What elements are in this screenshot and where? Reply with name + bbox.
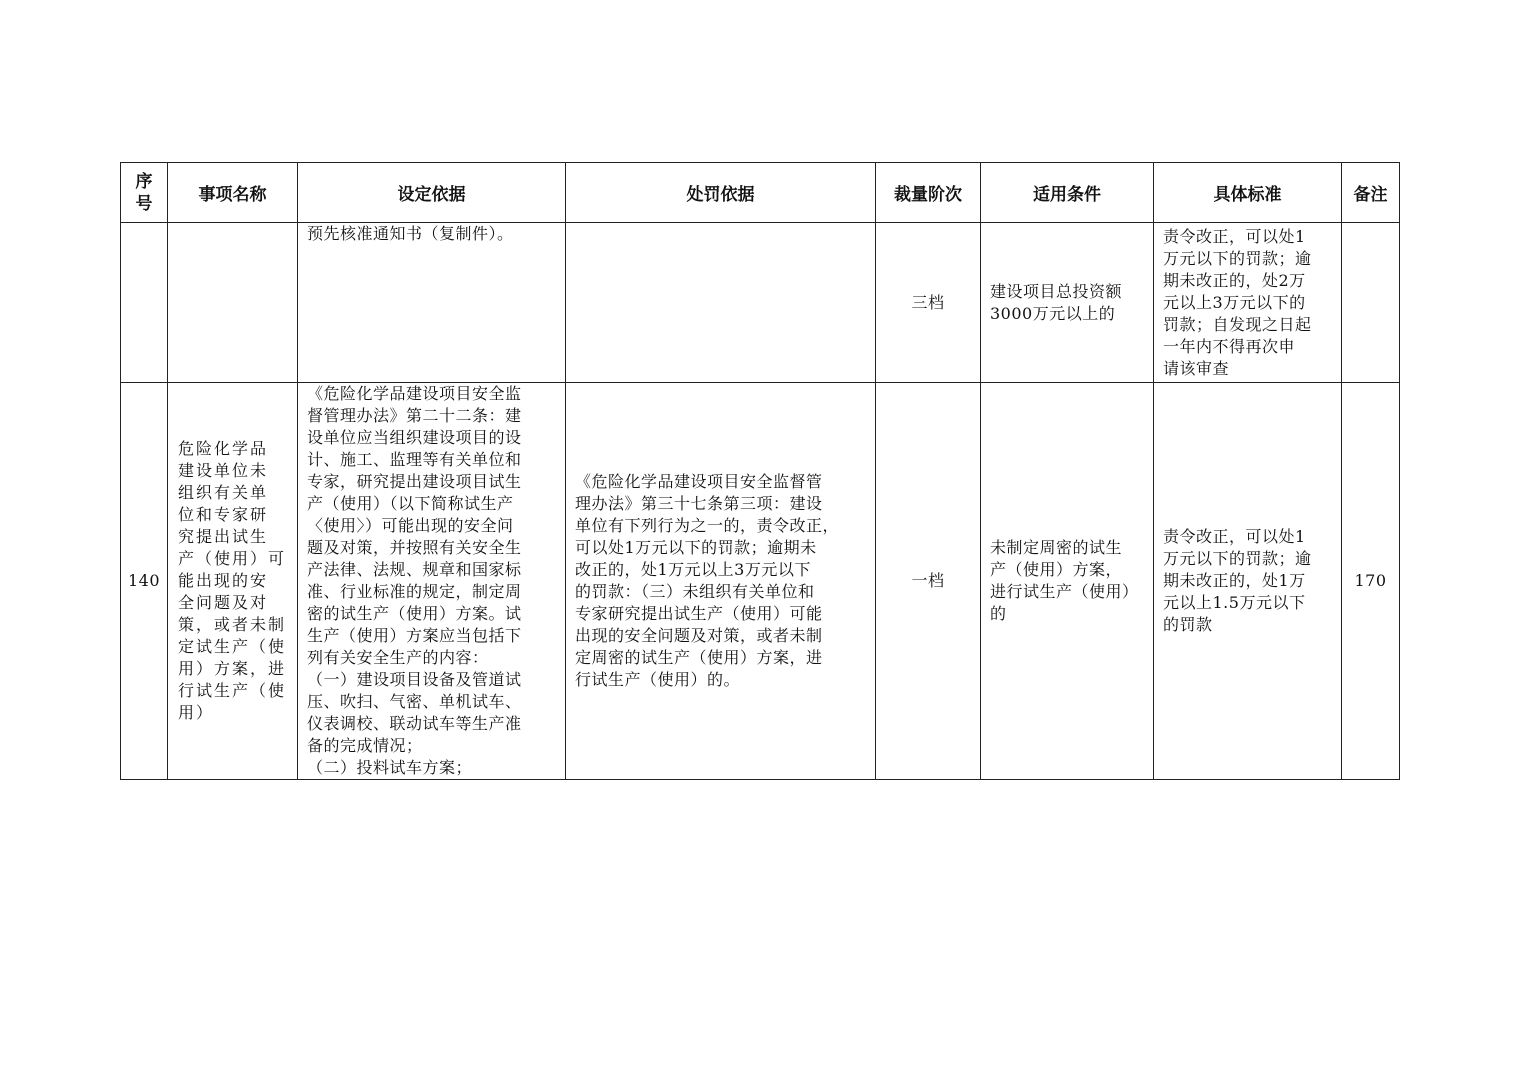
header-level: 裁量阶次 xyxy=(876,163,981,223)
cell-level: 三档 xyxy=(876,223,981,383)
cell-level: 一档 xyxy=(876,383,981,780)
header-standard: 具体标准 xyxy=(1154,163,1342,223)
header-remark: 备注 xyxy=(1342,163,1400,223)
cell-basis-setting: 预先核准通知书（复制件）。 xyxy=(298,223,566,383)
cell-name xyxy=(168,223,298,383)
cell-condition: 建设项目总投资额 3000万元以上的 xyxy=(981,223,1154,383)
cell-basis-setting: 《危险化学品建设项目安全监 督管理办法》第二十二条：建 设单位应当组织建设项目的设 计、施工、监理等有关单位和 专家，研究提出建设项目试生 产（使用）（以下简称试生产 〈使用〉）可能出现的安全问 题及对策，并按照有关安全生 产法律、法规、规章和国家标 准、行业标准的规定，制定周 密的试生产（使用）方案。试 生产（使用）方案应当包括下 列有关安全生产的内容： （一）建设项目设备及管道试 压、吹扫、气密、单机试车、 仪表调校、联动试车等生产准 备的完成情况； （二）投料试车方案； xyxy=(298,383,566,780)
table-row xyxy=(121,223,1400,383)
header-basis-penalty: 处罚依据 xyxy=(566,163,876,223)
cell-basis-penalty: 《危险化学品建设项目安全监督管 理办法》第三十七条第三项：建设 单位有下列行为之一的，责令改正， 可以处1万元以下的罚款；逾期未 改正的，处1万元以上3万元以下 的罚款：（三）未组织有关单位和 专家研究提出试生产（使用）可能 出现的安全问题及对策，或者未制 定周密的试生产（使用）方案，进 行试生产（使用）的。 xyxy=(566,383,876,780)
cell-name: 危险化学品 建设单位未 组织有关单 位和专家研 究提出试生 产（使用）可 能出现的安 全问题及对 策，或者未制 定试生产（使 用）方案，进 行试生产（使 用） xyxy=(168,383,298,780)
cell-basis-penalty xyxy=(566,223,876,383)
header-basis-setting: 设定依据 xyxy=(298,163,566,223)
cell-condition: 未制定周密的试生 产（使用）方案， 进行试生产（使用） 的 xyxy=(981,383,1154,780)
header-row xyxy=(121,163,1400,223)
header-seq: 序号 xyxy=(121,163,168,223)
cell-seq xyxy=(121,223,168,383)
penalty-discretion-table xyxy=(120,162,1400,780)
cell-standard: 责令改正，可以处1 万元以下的罚款；逾 期未改正的，处1万 元以上1.5万元以下 的罚款 xyxy=(1154,383,1342,780)
table-row xyxy=(121,383,1400,780)
cell-remark: 170 xyxy=(1342,383,1400,780)
header-condition: 适用条件 xyxy=(981,163,1154,223)
cell-remark xyxy=(1342,223,1400,383)
header-name: 事项名称 xyxy=(168,163,298,223)
cell-seq: 140 xyxy=(121,383,168,780)
cell-standard: 责令改正，可以处1 万元以下的罚款；逾 期未改正的，处2万 元以上3万元以下的 罚款；自发现之日起 一年内不得再次申 请该审查 xyxy=(1154,223,1342,383)
